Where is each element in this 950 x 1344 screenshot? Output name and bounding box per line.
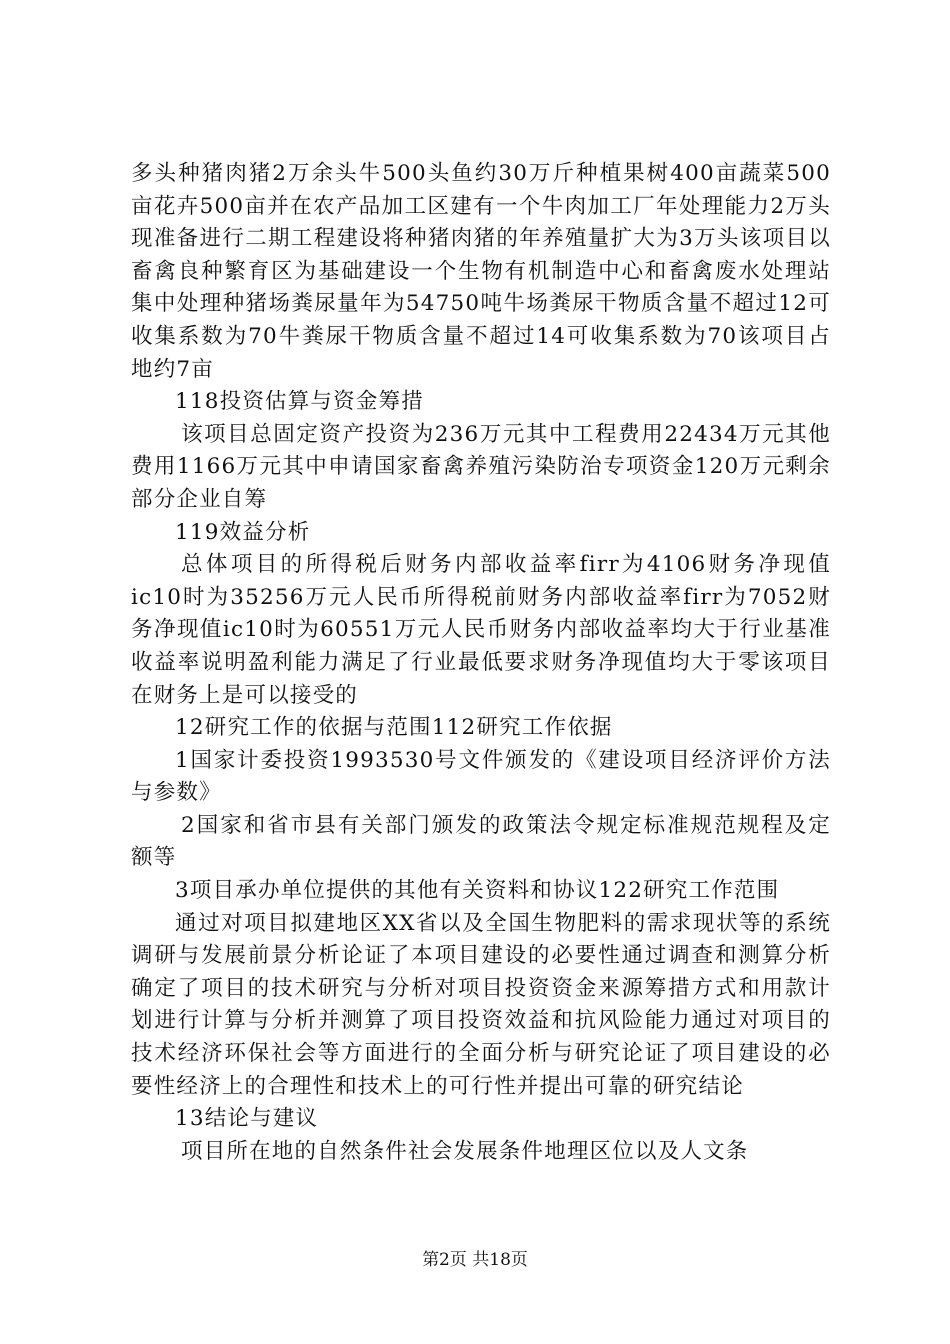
heading-investment-estimate: 118投资估算与资金筹措 — [175, 389, 424, 415]
heading-conclusion: 13结论与建议 — [175, 1106, 319, 1132]
heading-benefit-analysis: 119效益分析 — [175, 519, 311, 545]
paragraph-conclusion: 项目所在地的自然条件社会发展条件地理区位以及人文条 — [181, 1138, 749, 1164]
paragraph-project-scale: 多头种猪肉猪2万余头牛500头鱼约30万斤种植果树400亩蔬菜500亩花卉500亩并在农产品加工区建有一个牛肉加工厂年处理能力2万头现准备进行二期工程建设将种猪肉猪的年养殖量扩大为3万头该项目以畜禽良种繁育区为基础建设一个生物有机制造中心和畜禽废水处理站集中处理种猪场粪尿量年为54750吨牛场粪尿干物质含量不超过12可收集系数为70牛粪尿干物质含量不超过14可收集系数为70该项目占地约7亩 — [131, 161, 831, 382]
list-item-basis-2: 2国家和省市县有关部门颁发的政策法令规定标准规范规程及定额等 — [131, 812, 831, 871]
paragraph-research-scope: 通过对项目拟建地区XX省以及全国生物肥料的需求现状等的系统调研与发展前景分析论证了本项目建设的必要性通过调查和测算分析确定了项目的技术研究与分析对项目投资资金来源筹措方式和用款计划进行计算与分析并测算了项目投资效益和抗风险能力通过对项目的技术经济环保社会等方面进行的全面分析与研究论证了项目建设的必要性经济上的合理性和技术上的可行性并提出可靠的研究结论 — [131, 910, 831, 1099]
paragraph-investment: 该项目总固定资产投资为236万元其中工程费用22434万元其他费用1166万元其中申请国家畜禽养殖污染防治专项资金120万元剩余部分企业自筹 — [131, 421, 831, 512]
document-body — [131, 158, 831, 1168]
page-number-footer: 第2页 共18页 — [422, 1250, 528, 1270]
list-item-basis-1: 1国家计委投资1993530号文件颁发的《建设项目经济评价方法与参数》 — [131, 747, 831, 806]
heading-research-basis: 12研究工作的依据与范围112研究工作依据 — [175, 715, 613, 741]
list-item-basis-3: 3项目承办单位提供的其他有关资料和协议122研究工作范围 — [175, 878, 780, 904]
paragraph-benefit: 总体项目的所得税后财务内部收益率firr为4106财务净现值ic10时为35256万元人民币所得税前财务内部收益率firr为7052财务净现值ic10时为60551万元人民币财务内部收益率均大于行业基准收益率说明盈利能力满足了行业最低要求财务净现值均大于零该项目在财务上是可以接受的 — [131, 552, 831, 708]
